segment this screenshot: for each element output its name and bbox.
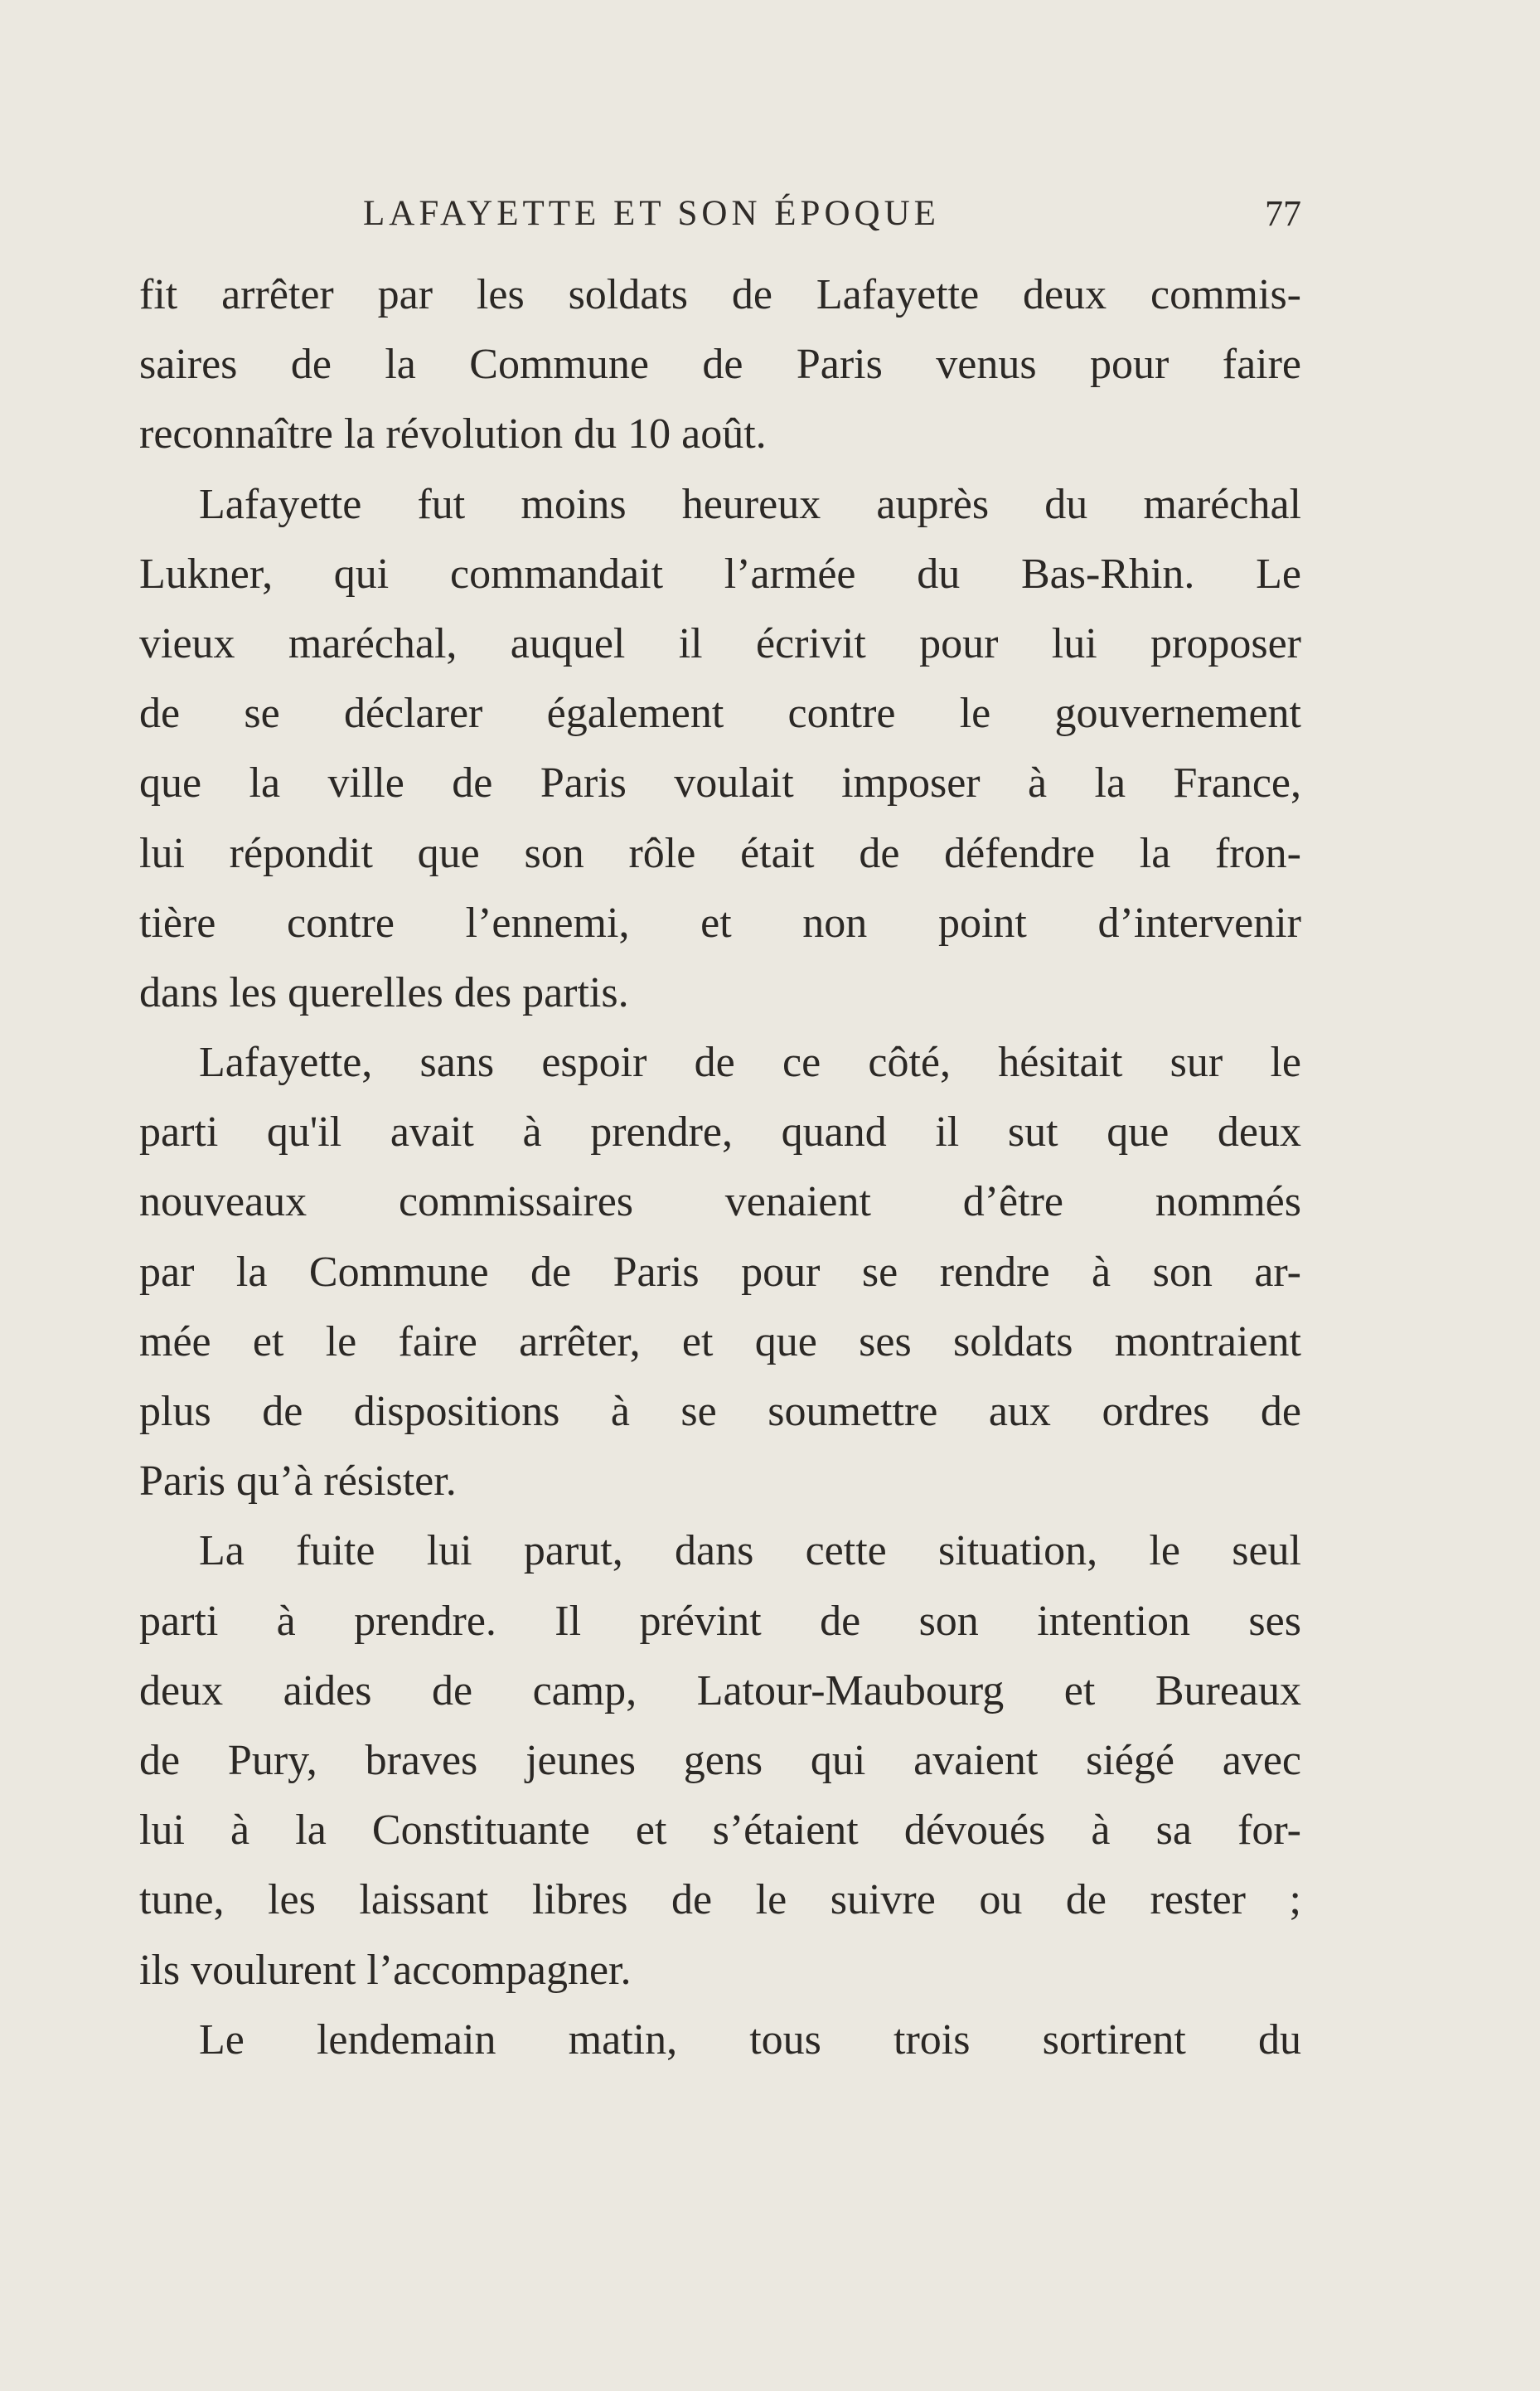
text-line: Lukner, qui commandait l’armée du Bas-Rhin. Le	[139, 550, 1301, 598]
text-line: que la ville de Paris voulait imposer à la France,	[139, 759, 1301, 808]
text-line: La fuite lui parut, dans cette situation, le seul	[199, 1527, 1301, 1575]
text-line: tune, les laissant libres de le suivre ou de rester ;	[139, 1876, 1301, 1924]
text-line: vieux maréchal, auquel il écrivit pour lui proposer	[139, 619, 1301, 667]
text-line: nouveaux commissaires venaient d’être nommés	[139, 1178, 1301, 1226]
text-line: Lafayette fut moins heureux auprès du maréchal	[199, 480, 1301, 528]
text-line: de Pury, braves jeunes gens qui avaient siégé avec	[139, 1736, 1301, 1784]
text-line: Paris qu’à résister.	[139, 1457, 457, 1506]
text-line: plus de dispositions à se soumettre aux ordres de	[139, 1388, 1301, 1435]
text-line: saires de la Commune de Paris venus pour faire	[139, 341, 1301, 389]
running-title: LAFAYETTE ET SON ÉPOQUE	[363, 194, 940, 233]
text-line: mée et le faire arrêter, et que ses soldats montraient	[139, 1317, 1301, 1365]
text-line: Le lendemain matin, tous trois sortirent du	[199, 2015, 1301, 2064]
text-line: parti à prendre. Il prévint de son intention ses	[139, 1597, 1301, 1645]
text-line: deux aides de camp, Latour-Maubourg et Bureaux	[139, 1666, 1301, 1714]
text-line: lui à la Constituante et s’étaient dévoués à sa for-	[139, 1807, 1301, 1855]
text-line: Lafayette, sans espoir de ce côté, hésitait sur le	[199, 1039, 1301, 1087]
text-line: reconnaître la révolution du 10 août.	[139, 410, 767, 458]
text-line: lui répondit que son rôle était de défendre la fron-	[139, 829, 1301, 877]
text-line: dans les querelles des partis.	[139, 968, 629, 1016]
page-number: 77	[1265, 193, 1301, 234]
body-text	[139, 260, 1301, 2075]
running-header	[139, 189, 1301, 239]
text-line: tière contre l’ennemi, et non point d’intervenir	[139, 899, 1301, 947]
text-line: par la Commune de Paris pour se rendre à son ar-	[139, 1248, 1301, 1296]
text-line: de se déclarer également contre le gouvernement	[139, 690, 1301, 738]
text-line: fit arrêter par les soldats de Lafayette deux commis-	[139, 271, 1301, 318]
text-line: parti qu'il avait à prendre, quand il sut que deux	[139, 1108, 1301, 1157]
text-line: ils voulurent l’accompagner.	[139, 1946, 632, 1994]
